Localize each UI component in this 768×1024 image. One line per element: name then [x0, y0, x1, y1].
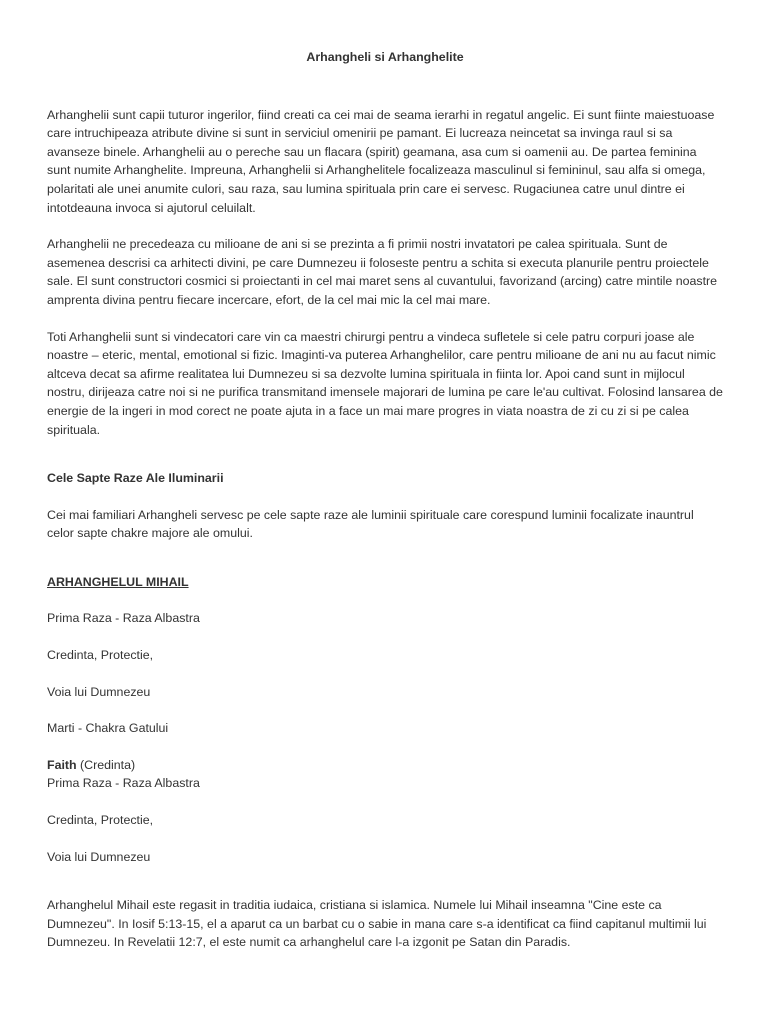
faith-translation: (Credinta) — [76, 757, 136, 772]
section-paragraph: Cei mai familiari Arhangheli servesc pe cele sapte raze ale luminii spirituale care corespund luminii focalizate inauntrul celor sapte chakre majore ale omului. — [47, 507, 694, 541]
faith-label: Faith — [47, 757, 77, 772]
ray-line-1: Prima Raza - Raza Albastra — [47, 611, 200, 626]
document-page — [47, 48, 723, 952]
virtues-line-1: Credinta, Protectie, — [47, 648, 154, 663]
archangel-heading: ARHANGHELUL MIHAIL — [47, 574, 189, 589]
day-line-1: Marti - Chakra Gatului — [47, 721, 169, 736]
section-heading: Cele Sapte Raze Ale Iluminarii — [47, 471, 224, 486]
closing-paragraph: Arhanghelul Mihail este regasit in traditia iudaica, cristiana si islamica. Numele lui Mihail inseamna "Cine este ca Dumnezeu". In Iosif 5:13-15, el a aparut ca un barbat cu o sabie in mana care s-a identificat ca fiind capitanul multimii lui Dumnezeu. In Revelatii 12:7, el este numit ca arhanghelul care l-a izgonit pe Satan din Paradis. — [47, 898, 707, 950]
ray-line-2: Prima Raza - Raza Albastra — [47, 776, 200, 791]
will-line-1: Voia lui Dumnezeu — [47, 684, 151, 699]
intro-paragraph-2: Arhanghelii ne precedeaza cu milioane de ani si se prezinta a fi primii nostri invatatori pe calea spirituala. Sunt de asemenea descrisi ca arhitecti divini, pe care Dumnezeu ii foloseste pentru a schita si executa planurile pentru proiectele sale. El sunt constructori cosmici si proiectanti in cel mai maret sens al cuvantului, favorizand (arcing) catre mintile noastre amprenta divina pentru fiecare incercare, efort, de la cel mai mic la cel mai mare. — [47, 237, 718, 307]
virtues-line-2: Credinta, Protectie, — [47, 813, 154, 828]
intro-paragraph-3: Toti Arhanghelii sunt si vindecatori care vin ca maestri chirurgi pentru a vindeca sufletele si cele patru corpuri joase ale noastre – eteric, mental, emotional si fizic. Imaginti-va puterea Arhanghelilor, care pentru milioane de ani nu au facut nimic altceva decat sa afirme realitatea lui Dumnezeu si sa dezvolte lumina spirituala in fiinta lor. Apoi cand sunt in mijlocul nostru, dirijeaza catre noi si ne purifica transmitand imensele majorari de lumina pe care le'au cultivat. Folosind lansarea de energie de la ingeri in mod corect ne poate ajuta in a face un mai mare progres in viata noastra de zi cu zi si pe calea spirituala. — [47, 329, 723, 437]
document-title: Arhangheli si Arhanghelite — [306, 50, 464, 64]
will-line-2: Voia lui Dumnezeu — [47, 849, 151, 864]
intro-paragraph-1: Arhanghelii sunt capii tuturor ingerilor, fiind creati ca cei mai de seama ierarhi in regatul angelic. Ei sunt fiinte maiestuoase care intruchipeaza atribute divine si sunt in serviciul omenirii pe pamant. Ei lucreaza neincetat sa invinga raul si sa avanseze binele. Arhanghelii au o pereche sau un flacara (spirit) geamana, asa cum si oamenii au. De partea feminina sunt numite Arhanghelite. Impreuna, Arhanghelii si Arhanghelitele focalizeaza masculinul si femininul, sau alfa si omega, polaritati ale unei anumite culori, sau raza, sau lumina spirituala prin care ei servesc. Rugaciunea catre unul dintre ei intotdeauna invoca si ajutorul celuilalt. — [47, 107, 715, 215]
faith-line — [47, 756, 723, 775]
